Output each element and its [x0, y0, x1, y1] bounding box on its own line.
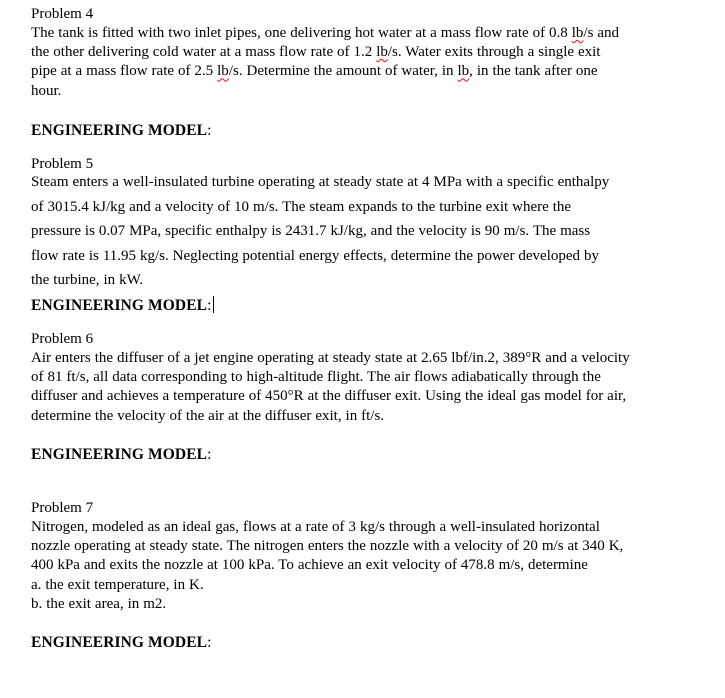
problem-4-line: hour.	[31, 82, 62, 99]
problem-7-engineering-model[interactable]	[31, 633, 212, 652]
spellcheck-mark: lb	[457, 63, 470, 80]
problem-4-title: Problem 4	[31, 6, 94, 22]
engineering-model-label: ENGINEERING MODEL	[31, 122, 208, 139]
problem-4-text	[31, 24, 687, 101]
problem-7-title: Problem 7	[31, 500, 94, 516]
problem-6-line: diffuser and achieves a temperature of 450°R at the diffuser exit. Using the ideal gas model for air,	[31, 388, 627, 405]
spellcheck-mark: lb	[376, 44, 388, 61]
problem-5-line: of 3015.4 kJ/kg and a velocity of 10 m/s. The steam expands to the turbine exit where the	[31, 198, 572, 215]
text-cursor	[213, 296, 214, 313]
spellcheck-mark: lb	[217, 63, 229, 80]
engineering-model-label: ENGINEERING MODEL	[31, 446, 208, 463]
engineering-model-colon: :	[207, 122, 212, 139]
problem-4-line: pipe at a mass flow rate of 2.5 lb/s. Determine the amount of water, in lb, in the tank after one	[31, 63, 598, 80]
problem-4-line: The tank is fitted with two inlet pipes, one delivering hot water at a mass flow rate of 0.8 lb/s and	[31, 25, 620, 41]
engineering-model-colon: :	[207, 297, 212, 314]
problem-5-engineering-model[interactable]	[31, 296, 214, 315]
problem-5-line: flow rate is 11.95 kg/s. Neglecting potential energy effects, determine the power developed by	[31, 247, 599, 264]
problem-5-line: Steam enters a well-insulated turbine operating at steady state at 4 MPa with a specific enthalpy	[31, 174, 610, 190]
problem-7-line: b. the exit area, in m2.	[31, 595, 167, 612]
problem-5-title: Problem 5	[31, 156, 94, 172]
engineering-model-label: ENGINEERING MODEL	[31, 297, 208, 314]
problem-5-text	[31, 170, 691, 293]
problem-5-line: pressure is 0.07 MPa, specific enthalpy is 2431.7 kJ/kg, and the velocity is 90 m/s. The mass	[31, 223, 591, 240]
problem-7-line: 400 kPa and exits the nozzle at 100 kPa. To achieve an exit velocity of 478.8 m/s, determine	[31, 557, 588, 574]
problem-6-line: determine the velocity of the air at the diffuser exit, in ft/s.	[31, 407, 385, 424]
problem-6-line: Air enters the diffuser of a jet engine operating at steady state at 2.65 lbf/in.2, 389°R and a velocity	[31, 350, 630, 366]
problem-6-text	[31, 349, 687, 426]
problem-4-line: the other delivering cold water at a mass flow rate of 1.2 lb/s. Water exits through a single exit	[31, 44, 601, 61]
problem-6-line: of 81 ft/s, all data corresponding to high-altitude flight. The air flows adiabatically through the	[31, 369, 601, 386]
problem-7-line: Nitrogen, modeled as an ideal gas, flows at a rate of 3 kg/s through a well-insulated horizontal	[31, 519, 600, 535]
problem-6-engineering-model[interactable]	[31, 445, 212, 464]
spellcheck-mark: lb	[571, 25, 584, 41]
problem-7-text	[31, 518, 687, 614]
problem-5-line: the turbine, in kW.	[31, 272, 144, 289]
problem-7-line: a. the exit temperature, in K.	[31, 576, 204, 593]
problem-4-engineering-model[interactable]	[31, 121, 212, 140]
engineering-model-label: ENGINEERING MODEL	[31, 634, 208, 651]
problem-7-line: nozzle operating at steady state. The nitrogen enters the nozzle with a velocity of 20 m/s at 340 K,	[31, 538, 624, 555]
engineering-model-colon: :	[207, 446, 212, 463]
engineering-model-colon: :	[207, 634, 212, 651]
problem-6-title: Problem 6	[31, 331, 94, 347]
